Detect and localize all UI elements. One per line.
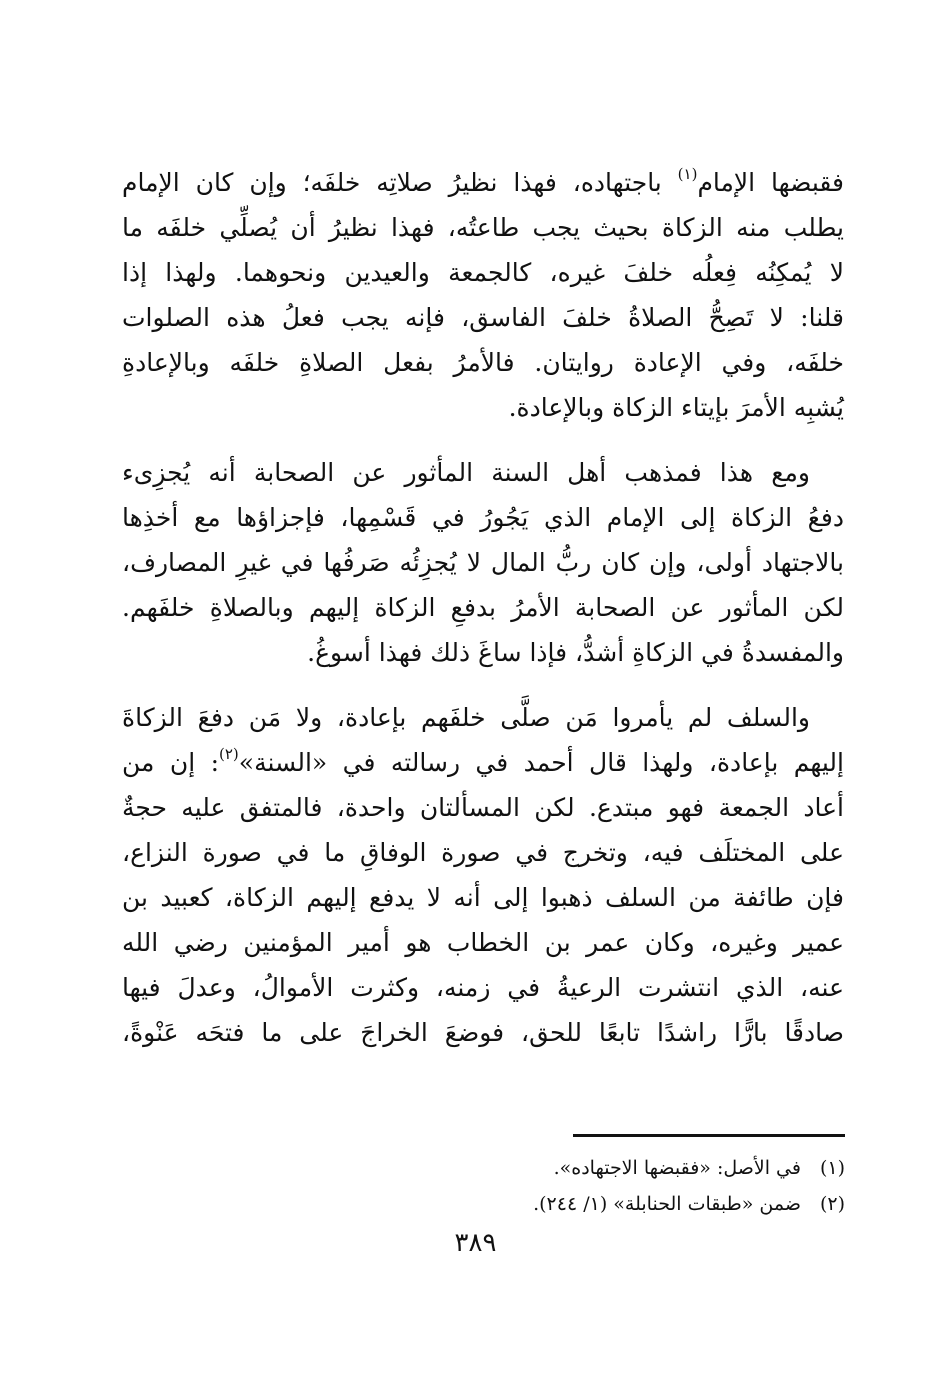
paragraph-2 [122,450,844,675]
footnote-separator [573,1134,845,1137]
text-line [122,160,844,205]
paragraph-gap [122,675,844,695]
footnote-number: (١) [819,1157,845,1179]
text-line: فإن طائفة من السلف ذهبوا إلى أنه لا يدفع إليهم الزكاة، كعبيد بن [122,883,844,912]
paragraph-1 [122,160,844,430]
text-segment: فقبضها الإمام [697,168,844,197]
main-text [122,160,844,1055]
footnotes [245,1150,845,1222]
text-line: بالاجتهاد أولى، وإن كان ربُّ المال لا يُجزِئُه صَرفُها في غيرِ المصارف، [122,548,844,577]
footnote-ref-1[interactable]: (١) [677,165,698,183]
text-line [122,740,844,785]
paragraph-gap [122,430,844,450]
footnote-text: ضمن «طبقات الحنابلة» (١/ ٢٤٤). [533,1193,801,1215]
footnote-number: (٢) [819,1193,845,1215]
text-line: خلفَه، وفي الإعادة روايتان. فالأمرُ بفعل الصلاةِ خلفَه وبالإعادةِ [122,348,844,377]
page-number: ٣٨٩ [454,1228,497,1258]
text-line: على المختلَف فيه، وتخرج في صورة الوفاقِ ما في صورة النزاع، [122,838,845,867]
footnote-ref-2[interactable]: (٢) [219,745,239,763]
text-line: والسلف لم يأمروا مَن صلَّى خلفَهم بإعادة، ولا مَن دفعَ الزكاةَ [122,703,810,732]
text-line: يطلب منه الزكاة بحيث يجب طاعتُه، فهذا نظيرُ أن يُصلِّي خلفَه ما [122,213,844,242]
text-line: عمير وغيره، وكان عمر بن الخطاب هو أمير المؤمنين رضي الله [122,928,844,957]
text-line: قلنا: لا تَصِحُّ الصلاةُ خلفَ الفاسق، فإنه يجب فعلُ هذه الصلوات [122,303,844,332]
text-line: دفعُ الزكاة إلى الإمام الذي يَجُورُ في قَسْمِها، فإجزاؤها مع أخذِها [122,503,844,532]
text-line: لا يُمكِنُه فِعلُه خلفَ غيره، كالجمعة والعيدين ونحوهما. ولهذا إذا [122,258,844,287]
text-line: لكن المأثور عن الصحابة الأمرُ بدفعِ الزكاة إليهم وبالصلاةِ خلفَهم. [122,593,844,622]
footnote-2 [245,1186,845,1222]
text-line: عنه، الذي انتشرت الرعيةُ في زمنه، وكثرت الأموالُ، وعدلَ فيها [122,973,844,1002]
text-line: والمفسدةُ في الزكاةِ أشدُّ، فإذا ساغَ ذلك فهذا أسوغُ. [307,638,844,667]
text-line: صادقًا بارًّا راشدًا تابعًا للحق، فوضعَ الخراجَ على ما فتحَه عَنْوةً، [122,1018,844,1047]
text-segment: إليهم بإعادة، ولهذا قال أحمد في رسالته في «السنة» [238,748,844,777]
text-segment: : إن من [122,748,219,777]
text-line: ومع هذا فمذهب أهل السنة المأثور عن الصحابة أنه يُجزِىء [122,458,810,487]
text-segment: باجتهاده، فهذا نظيرُ صلاتِه خلفَه؛ وإن كان الإمام [122,168,678,197]
text-line: أعاد الجمعة فهو مبتدع. لكن المسألتان واحدة، فالمتفق عليه حجةٌ [122,793,844,822]
text-line: يُشبِه الأمرَ بإيتاء الزكاة وبالإعادة. [508,393,844,422]
paragraph-3 [122,695,844,1055]
footnote-1 [245,1150,845,1186]
footnote-text: في الأصل: «فقبضها الاجتهاده». [553,1157,801,1179]
